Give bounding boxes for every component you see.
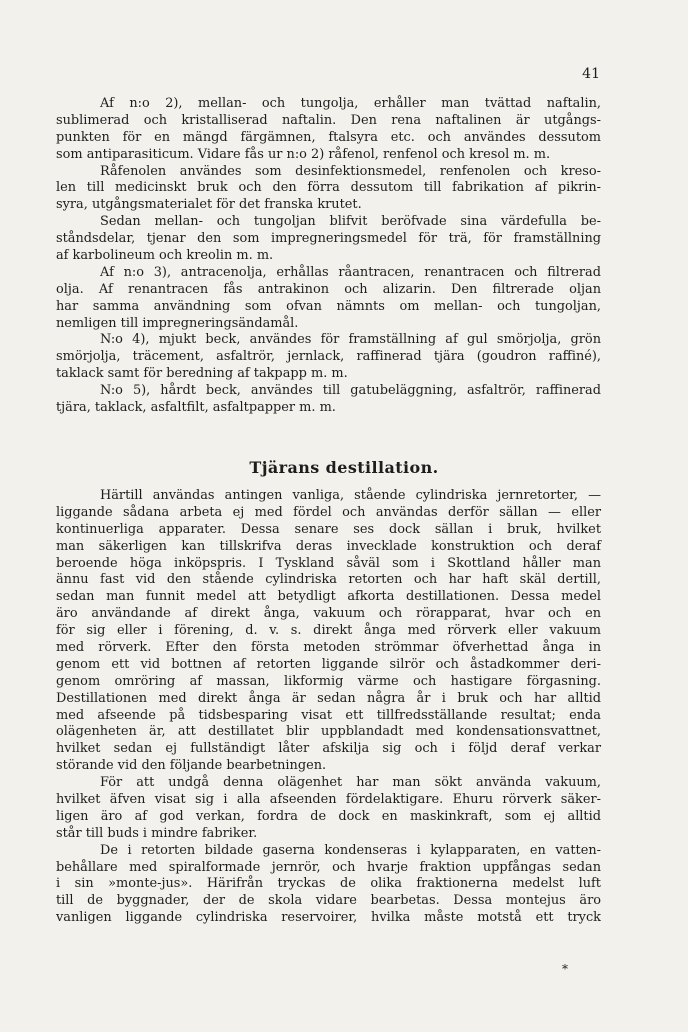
text-line: De i retorten bildade gaserna kondenseras i kylapparaten, en vatten- (100, 842, 601, 858)
text-line: punkten för en mängd färgämnen, ftalsyra etc. och användes dessutom (56, 129, 601, 145)
text-line: syra, utgångsmaterialet för det franska krutet. (56, 197, 362, 213)
text-line: N:o 4), mjukt beck, användes för framställning af gul smörjolja, grön (100, 332, 601, 348)
text-line: nemligen till impregneringsändamål. (56, 315, 299, 331)
text-line: smörjolja, träcement, asfaltrör, jernlack, raffinerad tjära (goudron raffiné), (56, 349, 601, 365)
text-line: i sin »monte-jus». Härifrån tryckas de olika fraktionerna medelst luft (56, 876, 601, 892)
text-line: ligen äro af god verkan, fordra de dock en maskinkraft, som ej alltid (56, 808, 601, 824)
text-line: sedan man funnit medel att betydligt afkorta destillationen. Dessa medel (56, 589, 601, 605)
text-line: genom ett vid bottnen af retorten liggande silrör och åstadkommer deri- (56, 656, 601, 672)
section-heading: Tjärans destillation. (249, 458, 439, 477)
text-line: Af n:o 2), mellan- och tungolja, erhåller man tvättad naftalin, (100, 96, 601, 111)
text-line: har samma användning som ofvan nämnts om mellan- och tungoljan, (56, 298, 601, 314)
text-line: Härtill användas antingen vanliga, stående cylindriska jernretorter, — (100, 488, 601, 503)
text-line: tjära, taklack, asfaltfilt, asfaltpapper m. m. (56, 400, 336, 416)
text-line: För att undgå denna olägenhet har man sökt använda vakuum, (100, 775, 601, 791)
text-line: för sig eller i förening, d. v. s. direkt ånga med rörverk eller vakuum (56, 623, 601, 639)
text-line: som antiparasiticum. Vidare fås ur n:o 2) råfenol, renfenol och kresol m. m. (56, 146, 551, 162)
text-line: liggande sådana arbeta ej med fördel och användas derför sällan — eller (56, 504, 601, 520)
text-line: med rörverk. Efter den första metoden strömmar öfverhettad ånga in (56, 640, 601, 656)
text-line: störande vid den följande bearbetningen. (56, 758, 327, 774)
text-line: taklack samt för beredning af takpapp m. m. (56, 366, 348, 382)
signature-mark: * (562, 962, 568, 976)
text-line: Af n:o 3), antracenolja, erhållas råantracen, renantracen och filtrerad (100, 264, 601, 280)
text-line: äro användande af direkt ånga, vakuum och rörapparat, hvar och en (56, 606, 601, 622)
text-line: len till medicinskt bruk och den förra dessutom till fabrikation af pikrin- (56, 180, 601, 196)
text-line: till de byggnader, der de skola vidare bearbetas. Dessa montejus äro (56, 893, 601, 909)
text-line: med afseende på tidsbesparing visat ett tillfredsställande resultat; enda (56, 707, 601, 723)
text-line: beroende höga inköpspris. I Tyskland såväl som i Skottland håller man (56, 555, 601, 571)
text-line: kontinuerliga apparater. Dessa senare ses dock sällan i bruk, hvilket (56, 521, 601, 537)
text-line: sublimerad och kristalliserad naftalin. Den rena naftalinen är utgångs- (56, 112, 601, 128)
text-line: N:o 5), hårdt beck, användes till gatubeläggning, asfaltrör, raffinerad (100, 383, 601, 399)
text-line: ännu fast vid den stående cylindriska retorten och har haft skäl dertill, (56, 572, 601, 588)
text-line: olägenheten är, att destillatet blir uppblandadt med kondensationsvattnet, (56, 724, 601, 740)
text-line: vanligen liggande cylindriska reservoirer, hvilka måste motstå ett tryck (56, 910, 601, 926)
text-line: Råfenolen användes som desinfektionsmedel, renfenolen och kreso- (100, 163, 601, 179)
text-line: Destillationen med direkt ånga är sedan några år i bruk och har alltid (56, 690, 601, 706)
text-line: hvilket sedan ej fullständigt låter afskilja sig och i följd deraf verkar (56, 741, 601, 757)
text-line: Sedan mellan- och tungoljan blifvit beröfvade sina värdefulla be- (100, 214, 601, 230)
paragraph-block-distillation (56, 488, 601, 927)
text-line: genom omröring af massan, likformig värme och hastigare förgasning. (56, 673, 601, 689)
text-line: olja. Af renantracen fås antrakinon och alizarin. Den filtrerade oljan (56, 281, 601, 297)
text-line: man säkerligen kan tillskrifva deras invecklade konstruktion och deraf (56, 538, 601, 554)
text-line: står till buds i mindre fabriker. (56, 825, 258, 841)
page-number: 41 (582, 66, 600, 82)
text-line: hvilket äfven visat sig i alla afseenden fördelaktigare. Ehuru rörverk säker- (56, 792, 601, 808)
text-line: behållare med spiralformade jernrör, och hvarje fraktion uppfångas sedan (56, 859, 601, 875)
text-line: af karbolineum och kreolin m. m. (56, 248, 274, 264)
paragraph-block-uses (56, 96, 601, 417)
text-line: ståndsdelar, tjenar den som impregneringsmedel för trä, för framställning (56, 231, 601, 247)
